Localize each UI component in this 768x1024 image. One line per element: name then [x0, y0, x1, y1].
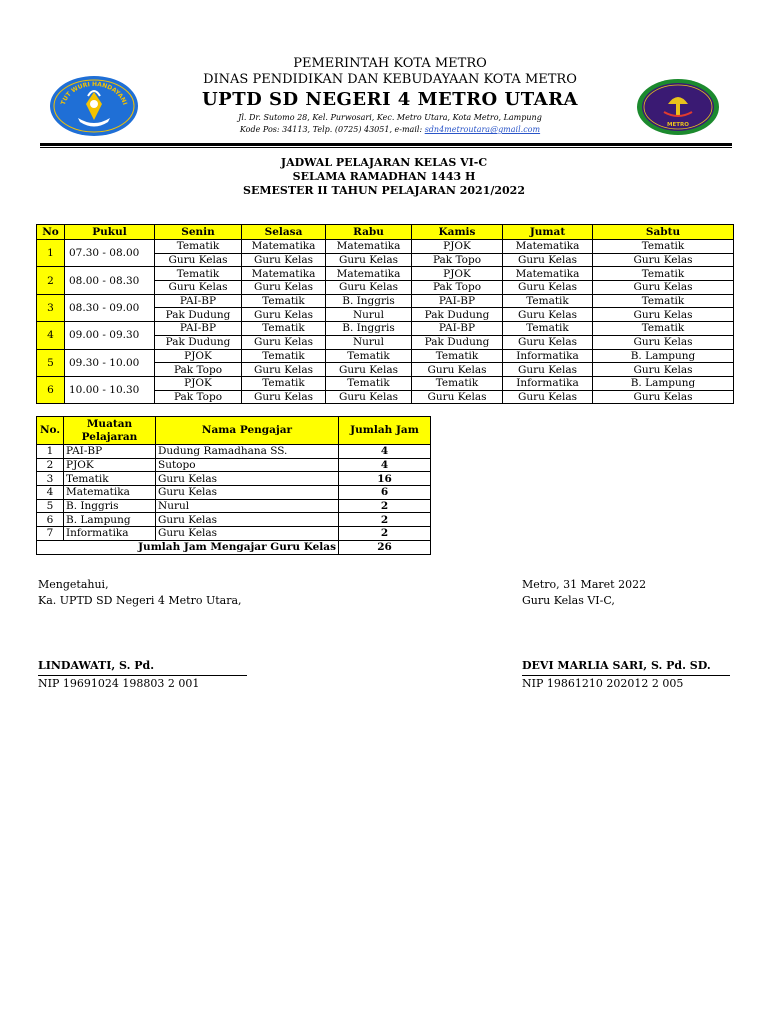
summary-row [37, 472, 431, 486]
subject-cell: Tematik [242, 376, 326, 390]
subject-cell: Tematik [155, 240, 242, 254]
subject-cell: Tematik [155, 267, 242, 281]
col-header-pukul: Pukul [65, 225, 155, 240]
schedule-table [36, 224, 734, 404]
col-header-rabu: Rabu [326, 225, 412, 240]
subject-cell: Tematik [593, 267, 734, 281]
teacher-cell: Guru Kelas [242, 281, 326, 295]
summary-hours: 16 [339, 472, 431, 486]
teacher-cell: Guru Kelas [242, 363, 326, 377]
teacher-cell: Guru Kelas [155, 253, 242, 267]
summary-subject: Matematika [64, 486, 156, 500]
subject-cell: Tematik [326, 376, 412, 390]
teacher-cell: Pak Topo [412, 253, 503, 267]
subject-cell: PAI-BP [412, 322, 503, 336]
subject-cell: Informatika [503, 376, 593, 390]
period-time: 09.00 - 09.30 [65, 322, 155, 349]
teacher-cell: Pak Topo [155, 363, 242, 377]
teacher-cell: Guru Kelas [593, 308, 734, 322]
period-time: 08.00 - 08.30 [65, 267, 155, 294]
summary-row [37, 458, 431, 472]
document-title [150, 156, 618, 198]
subject-cell: Tematik [593, 294, 734, 308]
teacher-cell: Guru Kelas [503, 363, 593, 377]
left-sig-nip: NIP 19691024 198803 2 001 [38, 677, 200, 690]
summary-hours: 6 [339, 486, 431, 500]
summary-teacher: Sutopo [156, 458, 339, 472]
right-signatory [522, 658, 730, 692]
summary-total-row [37, 540, 431, 554]
summary-row [37, 513, 431, 527]
teacher-cell: Nurul [326, 335, 412, 349]
letterhead-text [150, 56, 630, 136]
summary-no: 1 [37, 445, 64, 459]
teacher-cell: Pak Dudung [412, 308, 503, 322]
summary-teacher: Guru Kelas [156, 527, 339, 541]
subject-cell: Matematika [326, 240, 412, 254]
period-number: 6 [37, 376, 65, 403]
teacher-cell: Pak Dudung [412, 335, 503, 349]
subject-cell: Tematik [412, 349, 503, 363]
teacher-cell: Guru Kelas [155, 281, 242, 295]
teacher-cell: Guru Kelas [593, 253, 734, 267]
tut-wuri-handayani-icon [48, 74, 140, 138]
subject-cell: Tematik [242, 349, 326, 363]
right-signature-block [522, 577, 646, 609]
summary-no: 6 [37, 513, 64, 527]
right-sig-line1: Metro, 31 Maret 2022 [522, 578, 647, 591]
summary-no: 7 [37, 527, 64, 541]
email-link[interactable]: sdn4metroutara@gmail.com [424, 125, 541, 134]
teacher-cell: Nurul [326, 308, 412, 322]
title-line-3: SEMESTER II TAHUN PELAJARAN 2021/2022 [243, 184, 525, 197]
col-header-no: No. [37, 417, 64, 445]
col-header-sabtu: Sabtu [593, 225, 734, 240]
subject-cell: Matematika [503, 267, 593, 281]
title-line-2: SELAMA RAMADHAN 1443 H [292, 170, 476, 183]
teacher-cell: Guru Kelas [503, 281, 593, 295]
subject-cell: Tematik [326, 349, 412, 363]
teacher-cell: Guru Kelas [326, 390, 412, 404]
summary-total-value: 26 [339, 540, 431, 554]
teacher-cell: Guru Kelas [503, 308, 593, 322]
teacher-cell: Pak Dudung [155, 335, 242, 349]
teacher-cell: Pak Topo [412, 281, 503, 295]
summary-teacher: Nurul [156, 499, 339, 513]
summary-no: 5 [37, 499, 64, 513]
period-time: 07.30 - 08.00 [65, 240, 155, 267]
subject-cell: Tematik [593, 322, 734, 336]
subject-cell: PJOK [412, 240, 503, 254]
summary-subject: B. Lampung [64, 513, 156, 527]
subject-cell: PAI-BP [155, 294, 242, 308]
right-sig-line2: Guru Kelas VI-C, [522, 594, 615, 607]
school-emblem-icon [636, 78, 720, 136]
subject-cell: PAI-BP [155, 322, 242, 336]
subject-cell: B. Inggris [326, 294, 412, 308]
col-header-hours: Jumlah Jam [339, 417, 431, 445]
summary-teacher: Dudung Ramadhana SS. [156, 445, 339, 459]
teacher-cell: Guru Kelas [503, 253, 593, 267]
left-sig-line1: Mengetahui, [38, 578, 109, 591]
col-header-selasa: Selasa [242, 225, 326, 240]
summary-teacher: Guru Kelas [156, 486, 339, 500]
period-number: 3 [37, 294, 65, 321]
summary-hours: 2 [339, 513, 431, 527]
teacher-cell: Guru Kelas [242, 253, 326, 267]
col-header-no: No [37, 225, 65, 240]
subject-cell: Matematika [503, 240, 593, 254]
col-header-subject: Muatan Pelajaran [64, 417, 156, 445]
teaching-hours-table [36, 416, 431, 555]
subject-cell: B. Lampung [593, 349, 734, 363]
teacher-cell: Guru Kelas [326, 253, 412, 267]
school-address: Jl. Dr. Sutomo 28, Kel. Purwosari, Kec. Metro Utara, Kota Metro, Lampung [238, 113, 542, 122]
teacher-cell: Guru Kelas [503, 390, 593, 404]
letterhead-divider-thin [40, 147, 732, 148]
gov-name: PEMERINTAH KOTA METRO [293, 56, 487, 71]
contact-prefix: Kode Pos: 34113, Telp. (0725) 43051, e-mail: [239, 125, 425, 134]
teacher-cell: Pak Topo [155, 390, 242, 404]
subject-cell: Tematik [593, 240, 734, 254]
teacher-cell: Guru Kelas [326, 363, 412, 377]
subject-cell: PJOK [155, 376, 242, 390]
subject-cell: B. Lampung [593, 376, 734, 390]
col-header-senin: Senin [155, 225, 242, 240]
teacher-cell: Guru Kelas [503, 335, 593, 349]
subject-cell: PAI-BP [412, 294, 503, 308]
subject-cell: Matematika [326, 267, 412, 281]
summary-subject: Informatika [64, 527, 156, 541]
dept-name: DINAS PENDIDIKAN DAN KEBUDAYAAN KOTA METRO [203, 72, 577, 87]
col-header-kamis: Kamis [412, 225, 503, 240]
period-time: 08.30 - 09.00 [65, 294, 155, 321]
school-name: UPTD SD NEGERI 4 METRO UTARA [201, 89, 579, 110]
right-sig-name: DEVI MARLIA SARI, S. Pd. SD. [522, 658, 730, 676]
summary-no: 2 [37, 458, 64, 472]
schedule-subject-row [37, 322, 734, 336]
teacher-cell: Guru Kelas [326, 281, 412, 295]
summary-no: 3 [37, 472, 64, 486]
logo-right-text: METRO [667, 122, 689, 128]
subject-cell: Tematik [412, 376, 503, 390]
summary-hours: 2 [339, 499, 431, 513]
subject-cell: Informatika [503, 349, 593, 363]
right-sig-nip: NIP 19861210 202012 2 005 [522, 677, 684, 690]
teacher-cell: Guru Kelas [593, 390, 734, 404]
summary-row [37, 445, 431, 459]
teacher-cell: Guru Kelas [242, 308, 326, 322]
summary-subject: Tematik [64, 472, 156, 486]
summary-teacher: Guru Kelas [156, 472, 339, 486]
summary-hours: 4 [339, 445, 431, 459]
subject-cell: Tematik [503, 322, 593, 336]
schedule-subject-row [37, 376, 734, 390]
summary-hours: 2 [339, 527, 431, 541]
period-number: 4 [37, 322, 65, 349]
left-signature-block [38, 577, 242, 609]
letterhead [0, 0, 768, 150]
summary-header-row [37, 417, 431, 445]
teacher-cell: Guru Kelas [412, 363, 503, 377]
summary-row [37, 486, 431, 500]
period-time: 10.00 - 10.30 [65, 376, 155, 403]
teacher-cell: Guru Kelas [593, 281, 734, 295]
period-number: 2 [37, 267, 65, 294]
summary-total-label: Jumlah Jam Mengajar Guru Kelas [37, 540, 339, 554]
summary-no: 4 [37, 486, 64, 500]
school-contact [150, 124, 630, 136]
subject-cell: Tematik [242, 322, 326, 336]
teacher-cell: Guru Kelas [242, 335, 326, 349]
subject-cell: Tematik [503, 294, 593, 308]
teacher-cell: Guru Kelas [593, 363, 734, 377]
left-sig-name: LINDAWATI, S. Pd. [38, 658, 247, 676]
col-header-teacher: Nama Pengajar [156, 417, 339, 445]
schedule-subject-row [37, 294, 734, 308]
schedule-subject-row [37, 267, 734, 281]
subject-cell: Tematik [242, 294, 326, 308]
summary-subject: PJOK [64, 458, 156, 472]
schedule-subject-row [37, 240, 734, 254]
teacher-cell: Pak Dudung [155, 308, 242, 322]
teacher-cell: Guru Kelas [412, 390, 503, 404]
subject-cell: Matematika [242, 240, 326, 254]
schedule-header-row [37, 225, 734, 240]
summary-hours: 4 [339, 458, 431, 472]
summary-subject: B. Inggris [64, 499, 156, 513]
left-signatory [38, 658, 247, 692]
period-number: 1 [37, 240, 65, 267]
period-time: 09.30 - 10.00 [65, 349, 155, 376]
subject-cell: PJOK [155, 349, 242, 363]
summary-subject: PAI-BP [64, 445, 156, 459]
summary-teacher: Guru Kelas [156, 513, 339, 527]
teacher-cell: Guru Kelas [242, 390, 326, 404]
subject-cell: PJOK [412, 267, 503, 281]
subject-cell: B. Inggris [326, 322, 412, 336]
summary-row [37, 527, 431, 541]
period-number: 5 [37, 349, 65, 376]
teacher-cell: Guru Kelas [593, 335, 734, 349]
logo-left-text: TUT WURI HANDAYANI [59, 80, 129, 106]
summary-row [37, 499, 431, 513]
subject-cell: Matematika [242, 267, 326, 281]
letterhead-divider-thick [40, 143, 732, 146]
left-sig-line2: Ka. UPTD SD Negeri 4 Metro Utara, [38, 594, 242, 607]
col-header-jumat: Jumat [503, 225, 593, 240]
title-line-1: JADWAL PELAJARAN KELAS VI-C [280, 156, 488, 169]
schedule-subject-row [37, 349, 734, 363]
